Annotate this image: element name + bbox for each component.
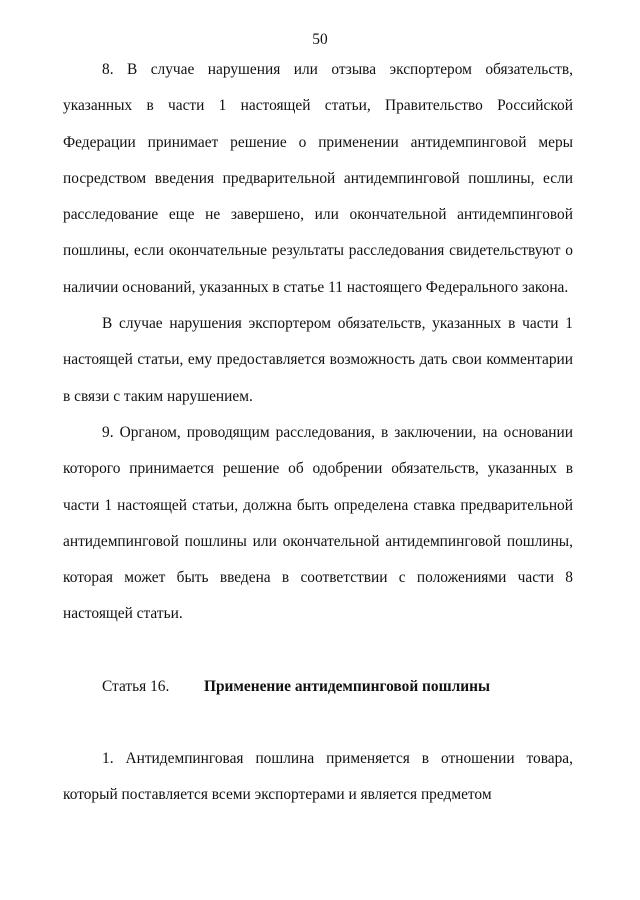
page-number: 50: [312, 31, 328, 48]
article-heading: [63, 633, 573, 741]
paragraph-8: 8. В случае нарушения или отзыва экспортером обязательств, указанных в части 1 настоящей статьи, Правительство Российской Федерации принимает решение о применении антидемпинговой меры посредством введения предварительной антидемпинговой пошлины, если расследование еще не завершено, или окончательной антидемпинговой пошлины, если окончательные результаты расследования свидетельствуют о наличии оснований, указанных в статье 11 настоящего Федерального закона.: [63, 61, 573, 296]
paragraph-9: 9. Органом, проводящим расследования, в заключении, на основании которого принимается решение об одобрении обязательств, указанных в части 1 настоящей статьи, должна быть определена ставка предварительной антидемпинговой пошлины или окончательной антидемпинговой пошлины, которая может быть введена в соответствии с положениями части 8 настоящей статьи.: [63, 423, 573, 623]
document-body: [63, 52, 573, 814]
article-title: Применение антидемпинговой пошлины: [204, 677, 490, 695]
article-16-paragraph-1: 1. Антидемпинговая пошлина применяется в отношении товара, который поставляется всеми экспортерами и является предметом: [63, 750, 573, 804]
article-number: Статья 16.: [102, 677, 170, 695]
paragraph-8-addendum: В случае нарушения экспортером обязательств, указанных в части 1 настоящей статьи, ему предоставляется возможность дать свои комментарии в связи с таким нарушением.: [63, 315, 573, 405]
